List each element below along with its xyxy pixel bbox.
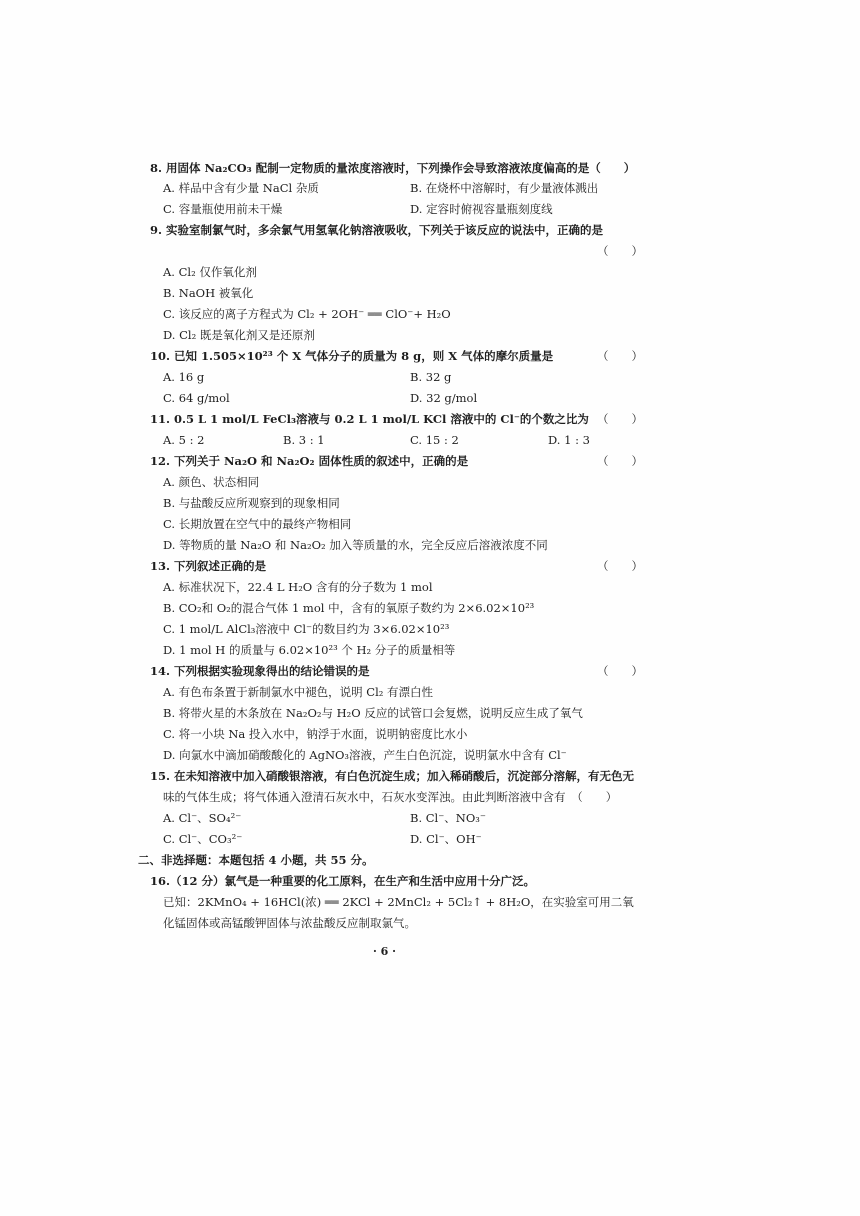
q10-option-c: C. 64 g/mol — [163, 391, 230, 405]
q13-option-b: B. CO₂和 O₂的混合气体 1 mol 中，含有的氧原子数约为 2×6.02×10²³ — [163, 601, 535, 615]
q15-option-d: D. Cl⁻、OH⁻ — [410, 832, 482, 846]
q15-stem-line1: 15. 在未知溶液中加入硝酸银溶液，有白色沉淀生成；加入稀硝酸后，沉淀部分溶解，有无色无 — [150, 769, 635, 783]
q8-stem: 8. 用固体 Na₂CO₃ 配制一定物质的量浓度溶液时，下列操作会导致溶液浓度偏高的是（ ） — [150, 161, 636, 175]
q16-stem-line1: 16.（12 分）氯气是一种重要的化工原料，在生产和生活中应用十分广泛。 — [150, 874, 536, 888]
q12-option-a: A. 颜色、状态相同 — [163, 475, 260, 489]
q11-option-d: D. 1 : 3 — [548, 433, 590, 447]
q13-answer-paren: （ ） — [597, 559, 643, 573]
q9-answer-paren: （ ） — [597, 244, 643, 258]
q8-option-d: D. 定容时俯视容量瓶刻度线 — [410, 202, 553, 216]
q9-option-a: A. Cl₂ 仅作氧化剂 — [163, 265, 257, 279]
q12-option-b: B. 与盐酸反应所观察到的现象相同 — [163, 496, 340, 510]
q15-stem-line2: 味的气体生成；将气体通入澄清石灰水中，石灰水变浑浊。由此判断溶液中含有 （ ） — [163, 790, 618, 804]
q14-option-b: B. 将带火星的木条放在 Na₂O₂与 H₂O 反应的试管口会复燃，说明反应生成了氧气 — [163, 706, 583, 720]
q10-option-d: D. 32 g/mol — [410, 391, 478, 405]
q14-option-a: A. 有色布条置于新制氯水中褪色，说明 Cl₂ 有漂白性 — [163, 685, 434, 699]
q12-option-c: C. 长期放置在空气中的最终产物相同 — [163, 517, 352, 531]
q13-option-a: A. 标准状况下，22.4 L H₂O 含有的分子数为 1 mol — [163, 580, 433, 594]
q15-option-c: C. Cl⁻、CO₃²⁻ — [163, 832, 243, 846]
q12-answer-paren: （ ） — [597, 454, 643, 468]
q9-option-c: C. 该反应的离子方程式为 Cl₂ + 2OH⁻ ══ ClO⁻+ H₂O — [163, 307, 451, 321]
q13-stem: 13. 下列叙述正确的是 — [150, 559, 267, 573]
q12-stem: 12. 下列关于 Na₂O 和 Na₂O₂ 固体性质的叙述中，正确的是 — [150, 454, 469, 468]
q11-stem: 11. 0.5 L 1 mol/L FeCl₃溶液与 0.2 L 1 mol/L KCl 溶液中的 Cl⁻的个数之比为 — [150, 412, 589, 426]
q14-answer-paren: （ ） — [597, 664, 643, 678]
q11-option-a: A. 5 : 2 — [163, 433, 205, 447]
q13-option-d: D. 1 mol H 的质量与 6.02×10²³ 个 H₂ 分子的质量相等 — [163, 643, 456, 657]
q13-option-c: C. 1 mol/L AlCl₃溶液中 Cl⁻的数目约为 3×6.02×10²³ — [163, 622, 450, 636]
q11-option-c: C. 15 : 2 — [410, 433, 459, 447]
section-two-heading: 二、非选择题：本题包括 4 小题，共 55 分。 — [138, 853, 374, 867]
q14-option-d: D. 向氯水中滴加硝酸酸化的 AgNO₃溶液，产生白色沉淀，说明氯水中含有 Cl⁻ — [163, 748, 567, 762]
q14-option-c: C. 将一小块 Na 投入水中，钠浮于水面，说明钠密度比水小 — [163, 727, 468, 741]
q8-option-b: B. 在烧杯中溶解时，有少量液体溅出 — [410, 181, 599, 195]
q15-option-a: A. Cl⁻、SO₄²⁻ — [163, 811, 242, 825]
q11-option-b: B. 3 : 1 — [283, 433, 325, 447]
q8-option-c: C. 容量瓶使用前未干燥 — [163, 202, 283, 216]
q10-option-b: B. 32 g — [410, 370, 452, 384]
q14-stem: 14. 下列根据实验现象得出的结论错误的是 — [150, 664, 370, 678]
q9-option-b: B. NaOH 被氧化 — [163, 286, 254, 300]
q11-answer-paren: （ ） — [597, 412, 643, 426]
q16-stem-line2: 已知：2KMnO₄ + 16HCl(浓) ══ 2KCl + 2MnCl₂ + 5Cl₂↑ + 8H₂O，在实验室可用二氧 — [163, 895, 634, 909]
q9-option-d: D. Cl₂ 既是氧化剂又是还原剂 — [163, 328, 315, 342]
q12-option-d: D. 等物质的量 Na₂O 和 Na₂O₂ 加入等质量的水，完全反应后溶液浓度不同 — [163, 538, 548, 552]
q8-option-a: A. 样品中含有少量 NaCl 杂质 — [163, 181, 319, 195]
q9-stem: 9. 实验室制氯气时，多余氯气用氢氧化钠溶液吸收，下列关于该反应的说法中，正确的是 — [150, 223, 604, 237]
q16-stem-line3: 化锰固体或高锰酸钾固体与浓盐酸反应制取氯气。 — [163, 916, 416, 930]
q10-option-a: A. 16 g — [163, 370, 205, 384]
q10-answer-paren: （ ） — [597, 349, 643, 363]
q15-option-b: B. Cl⁻、NO₃⁻ — [410, 811, 486, 825]
page-number: · 6 · — [373, 945, 396, 958]
q10-stem: 10. 已知 1.505×10²³ 个 X 气体分子的质量为 8 g，则 X 气体的摩尔质量是 — [150, 349, 554, 363]
